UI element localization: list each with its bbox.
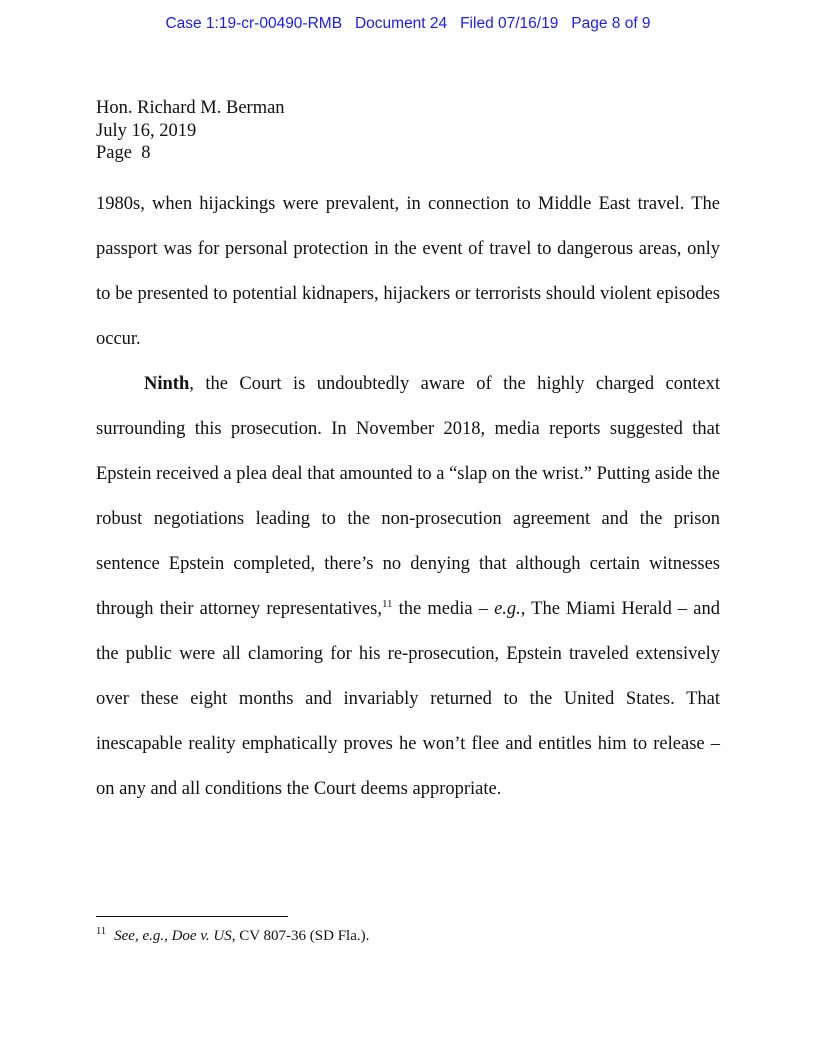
filed-date: Filed 07/16/19 [460, 15, 559, 32]
footnote-citation-rest: , CV 807-36 (SD Fla.). [231, 928, 370, 944]
footnote-11 [96, 926, 369, 946]
letter-heading [96, 97, 285, 165]
ninth-lead: Ninth [144, 374, 190, 394]
paragraph-ninth-text-c: , The Miami Herald – and the public were all clamoring for his re-prosecution, Epstein traveled extensively over these eight months and invariably returned to the United States. That inescapable reality emphatically proves he won’t flee and entitles him to release – on any and all conditions the Court deems appropriate. [96, 599, 720, 799]
addressee: Hon. Richard M. Berman [96, 98, 285, 118]
case-number: Case 1:19-cr-00490-RMB [165, 15, 343, 32]
paragraph-ninth-text-a: , the Court is undoubtedly aware of the highly charged context surrounding this prosecution. In November 2018, media reports suggested that Epstein received a plea deal that amounted to a “slap on the wrist.” Putting aside the robust negotiations leading to the non-prosecution agreement and the prison sentence Epstein completed, there’s no denying that although certain witnesses through their attorney representatives, [96, 374, 720, 619]
footnote-citation-italic: See, e.g., Doe v. US [114, 928, 232, 944]
footnote-number: 11 [96, 926, 107, 937]
ecf-filing-header [0, 15, 816, 33]
letter-body [96, 182, 720, 812]
footnote-separator [96, 916, 288, 917]
document-number: Document 24 [354, 15, 448, 32]
footnote-reference: 11 [381, 597, 393, 610]
page-count: Page 8 of 9 [571, 15, 651, 32]
paragraph-ninth [96, 362, 720, 812]
letter-date: July 16, 2019 [96, 120, 197, 141]
page-label: Page 8 [96, 143, 151, 163]
eg-italic: e.g. [494, 599, 521, 619]
paragraph-continuation: 1980s, when hijackings were prevalent, in connection to Middle East travel. The passport was for personal protection in the event of travel to dangerous areas, only to be presented to potential kidnapers, hijackers or terrorists should violent episodes occur. [96, 194, 720, 349]
paragraph-ninth-text-b: the media – [392, 599, 495, 619]
